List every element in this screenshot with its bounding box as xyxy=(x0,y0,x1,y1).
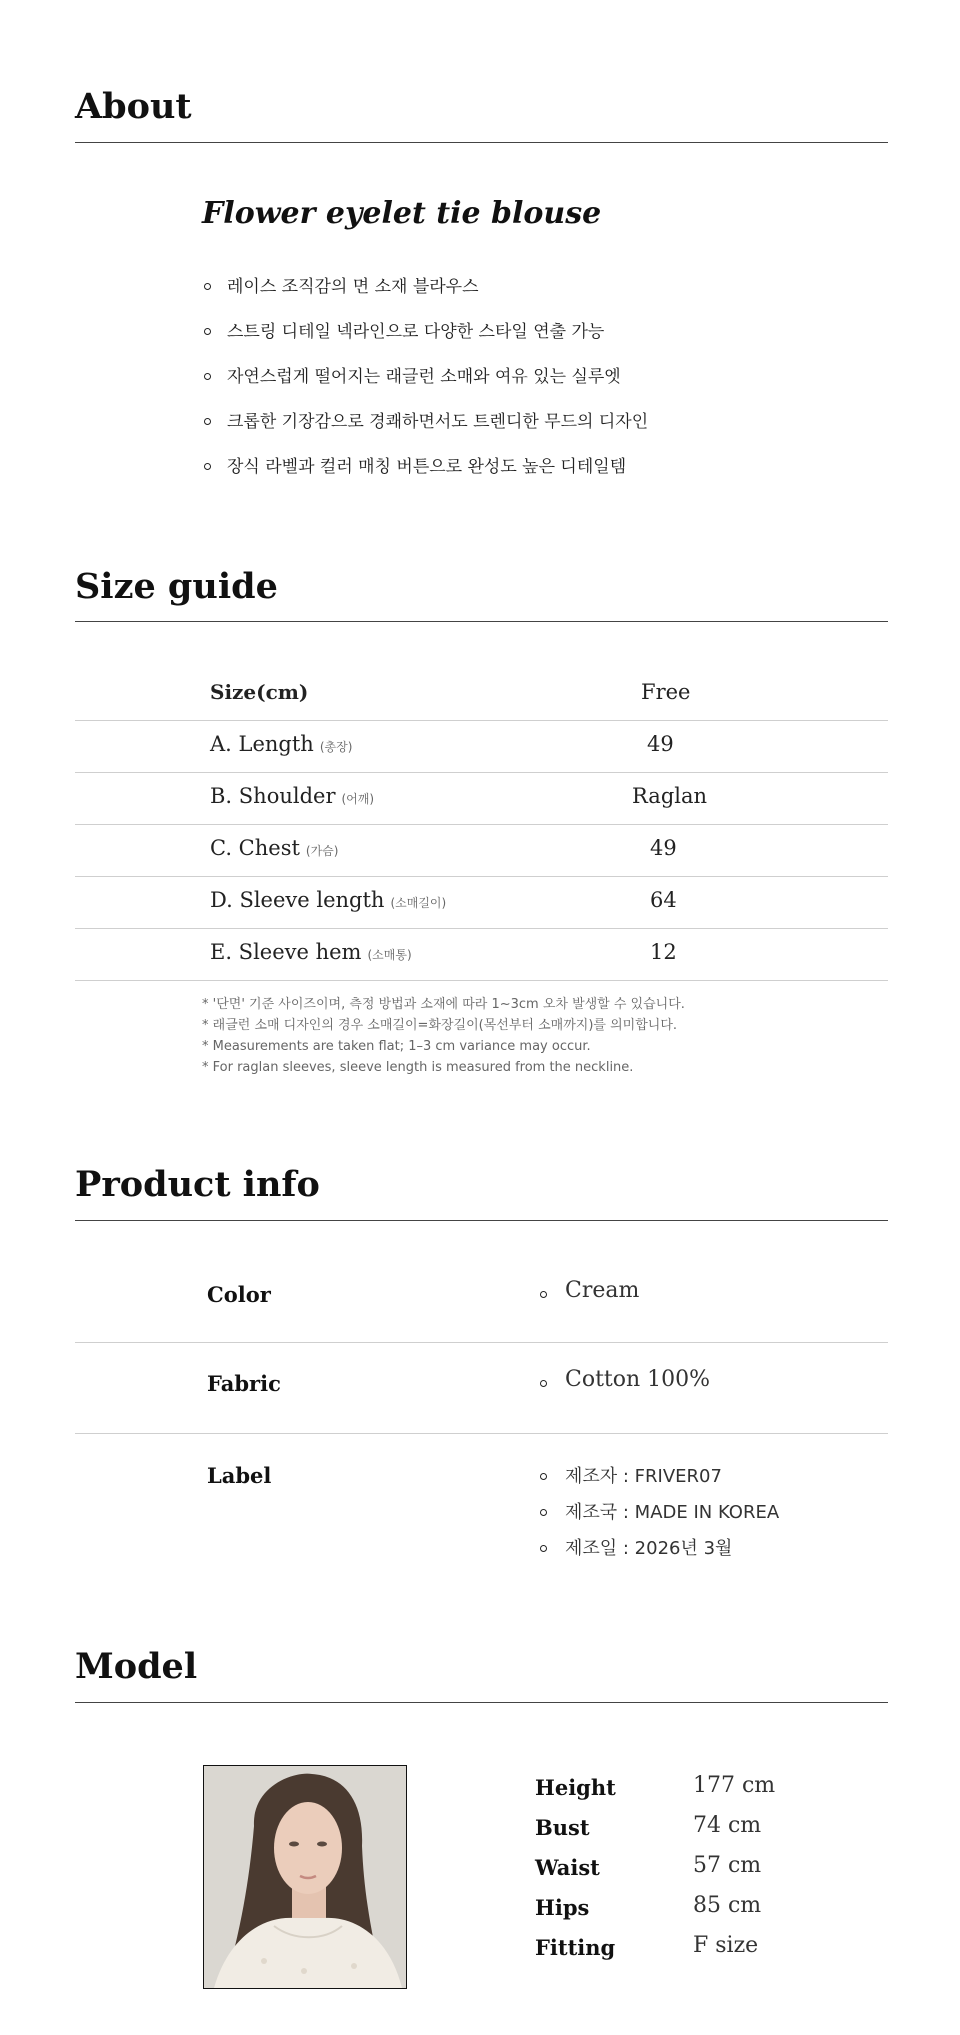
stat-value: 85 cm xyxy=(693,1893,762,1918)
list-item: 크롭한 기장감으로 경쾌하면서도 트렌디한 무드의 디자인 xyxy=(202,407,648,452)
bullet-icon xyxy=(204,328,211,335)
size-note: * '단면' 기준 사이즈이며, 측정 방법과 소재에 따라 1~3cm 오차 발생할 수 있습니다. xyxy=(202,997,685,1012)
stat-label: Height xyxy=(535,1775,616,1800)
size-row-label: C. Chest (가슴) xyxy=(210,836,339,860)
label-values xyxy=(540,1462,779,1570)
bullet-icon xyxy=(204,283,211,290)
list-item: 제조자 : FRIVER07 xyxy=(540,1462,779,1498)
size-table-header xyxy=(75,668,888,720)
size-header-value: Free xyxy=(641,680,691,704)
stat-label: Bust xyxy=(535,1815,590,1840)
table-row xyxy=(75,824,888,876)
model-portrait-icon xyxy=(204,1766,406,1988)
size-notes xyxy=(202,994,685,1078)
list-item: 제조일 : 2026년 3월 xyxy=(540,1534,779,1570)
stat-value: 177 cm xyxy=(693,1773,776,1798)
bullet-icon xyxy=(204,418,211,425)
size-row-label: A. Length (총장) xyxy=(210,732,353,756)
about-title: About xyxy=(75,86,192,127)
label-label: Label xyxy=(207,1463,272,1488)
product-info-divider xyxy=(75,1220,888,1221)
size-row-label: D. Sleeve length (소매길이) xyxy=(210,888,447,912)
about-bullet-list xyxy=(202,272,648,497)
size-note: * 래글런 소매 디자인의 경우 소매길이=화장길이(목선부터 소매까지)를 의미합니다. xyxy=(202,1018,678,1033)
table-row xyxy=(75,720,888,772)
size-row-label: B. Shoulder (어깨) xyxy=(210,784,375,808)
stat-label: Hips xyxy=(535,1895,590,1920)
size-row-value: 49 xyxy=(650,836,677,860)
stat-label: Waist xyxy=(535,1855,600,1880)
bullet-icon xyxy=(540,1291,547,1298)
stat-value: 57 cm xyxy=(693,1853,762,1878)
list-item: 자연스럽게 떨어지는 래글런 소매와 여유 있는 실루엣 xyxy=(202,362,648,407)
table-row xyxy=(75,772,888,824)
size-guide-title: Size guide xyxy=(75,566,278,607)
size-header-label: Size(cm) xyxy=(210,680,309,704)
stat-value: F size xyxy=(693,1933,759,1958)
bullet-icon xyxy=(540,1473,547,1480)
product-info-title: Product info xyxy=(75,1164,320,1205)
size-row-label: E. Sleeve hem (소매통) xyxy=(210,940,412,964)
size-row-value: 49 xyxy=(647,732,674,756)
color-value: Cream xyxy=(540,1278,639,1303)
table-row xyxy=(75,876,888,928)
model-title: Model xyxy=(75,1646,198,1687)
row-divider xyxy=(75,1433,888,1434)
about-divider xyxy=(75,142,888,143)
bullet-icon xyxy=(540,1545,547,1552)
bullet-icon xyxy=(204,463,211,470)
size-note: * Measurements are taken flat; 1–3 cm variance may occur. xyxy=(202,1039,591,1054)
stat-value: 74 cm xyxy=(693,1813,762,1838)
bullet-icon xyxy=(540,1380,547,1387)
stat-label: Fitting xyxy=(535,1935,616,1960)
bullet-icon xyxy=(540,1509,547,1516)
bullet-icon xyxy=(204,373,211,380)
size-guide-divider xyxy=(75,621,888,622)
table-row xyxy=(75,928,888,980)
product-name: Flower eyelet tie blouse xyxy=(202,196,602,231)
fabric-value: Cotton 100% xyxy=(540,1367,710,1392)
color-label: Color xyxy=(207,1282,271,1307)
model-photo xyxy=(203,1765,407,1989)
size-row-value: Raglan xyxy=(632,784,708,808)
size-row-value: 12 xyxy=(650,940,677,964)
list-item: 스트링 디테일 넥라인으로 다양한 스타일 연출 가능 xyxy=(202,317,648,362)
fabric-label: Fabric xyxy=(207,1371,281,1396)
list-item: 레이스 조직감의 면 소재 블라우스 xyxy=(202,272,648,317)
model-divider xyxy=(75,1702,888,1703)
row-divider xyxy=(75,1342,888,1343)
list-item: 장식 라벨과 컬러 매칭 버튼으로 완성도 높은 디테일템 xyxy=(202,452,648,497)
row-divider xyxy=(75,980,888,981)
list-item: 제조국 : MADE IN KOREA xyxy=(540,1498,779,1534)
size-row-value: 64 xyxy=(650,888,677,912)
size-note: * For raglan sleeves, sleeve length is measured from the neckline. xyxy=(202,1060,634,1075)
